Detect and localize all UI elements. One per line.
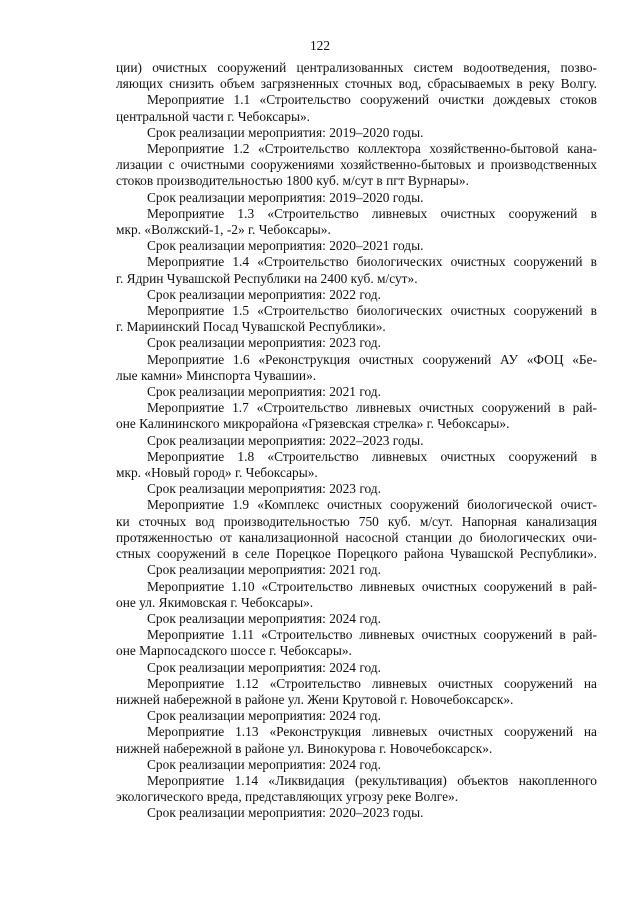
paragraph-first-line: Мероприятие 1.8 «Строительство ливневых очистных сооружений в xyxy=(147,448,597,464)
text-line: лые камни» Минспорта Чувашии». xyxy=(116,367,317,383)
paragraph-first-line: Мероприятие 1.2 «Строительство коллектора хозяйственно-бытовой кана- xyxy=(147,141,597,157)
text-line: оне ул. Якимовская г. Чебоксары». xyxy=(116,594,314,610)
paragraph-first-line: Срок реализации мероприятия: 2022–2023 годы. xyxy=(147,432,424,448)
paragraph-first-line: Срок реализации мероприятия: 2023 год. xyxy=(147,481,381,497)
paragraph-first-line: Срок реализации мероприятия: 2021 год. xyxy=(147,384,381,400)
text-line: оне Марпосадского шоссе г. Чебоксары». xyxy=(116,643,352,659)
page-number: 122 xyxy=(309,38,331,53)
paragraph-first-line: Срок реализации мероприятия: 2020–2021 годы. xyxy=(147,238,424,254)
paragraph-first-line: Мероприятие 1.3 «Строительство ливневых очистных сооружений в xyxy=(147,205,597,221)
paragraph-first-line: Мероприятие 1.5 «Строительство биологических очистных сооружений в xyxy=(147,303,597,319)
text-line: мкр. «Новый город» г. Чебоксары». xyxy=(116,465,318,481)
document-body xyxy=(116,60,597,822)
text-line: центральной части г. Чебоксары». xyxy=(116,108,310,124)
paragraph-first-line: Мероприятие 1.9 «Комплекс очистных сооружений биологической очист- xyxy=(147,497,597,513)
paragraph-first-line: Срок реализации мероприятия: 2023 год. xyxy=(147,335,381,351)
paragraph-first-line: Мероприятие 1.6 «Реконструкция очистных сооружений АУ «ФОЦ «Бе- xyxy=(147,351,597,367)
paragraph-first-line: Срок реализации мероприятия: 2024 год. xyxy=(147,756,381,772)
paragraph-first-line: Мероприятие 1.14 «Ликвидация (рекультивация) объектов накопленного xyxy=(147,772,597,788)
text-line: стных сооружений в селе Порецкое Порецкого района Чувашской Республики». xyxy=(116,546,597,562)
text-line: нижней набережной в районе ул. Жени Крутовой г. Новочебоксарск». xyxy=(116,691,514,707)
paragraph-first-line: Срок реализации мероприятия: 2024 год. xyxy=(147,659,381,675)
text-line: ки сточных вод производительностью 750 куб. м/сут. Напорная канализация xyxy=(116,513,597,529)
text-line: мкр. «Волжский-1, -2» г. Чебоксары». xyxy=(116,222,331,238)
text-line: г. Ядрин Чувашской Республики на 2400 куб. м/сут». xyxy=(116,270,418,286)
paragraph-first-line: Мероприятие 1.12 «Строительство ливневых очистных сооружений на xyxy=(147,675,597,691)
paragraph-first-line: Срок реализации мероприятия: 2024 год. xyxy=(147,610,381,626)
paragraph-first-line: Мероприятие 1.4 «Строительство биологических очистных сооружений в xyxy=(147,254,597,270)
text-line: ляющих снизить объем загрязненных сточных вод, сбрасываемых в реку Волгу. xyxy=(116,76,597,92)
text-line: нижней набережной в районе ул. Винокурова г. Новочебоксарск». xyxy=(116,740,493,756)
paragraph-first-line: Мероприятие 1.7 «Строительство ливневых очистных сооружений в рай- xyxy=(147,400,597,416)
text-line: ции) очистных сооружений централизованных систем водоотведения, позво- xyxy=(116,60,597,75)
paragraph-first-line: Мероприятие 1.10 «Строительство ливневых очистных сооружений в рай- xyxy=(147,578,597,594)
text-line: стоков производительностью 1800 куб. м/сут в пгт Вурнары». xyxy=(116,173,469,189)
paragraph-first-line: Срок реализации мероприятия: 2020–2023 годы. xyxy=(147,805,424,821)
paragraph-first-line: Мероприятие 1.11 «Строительство ливневых очистных сооружений в рай- xyxy=(147,627,597,643)
paragraph-first-line: Мероприятие 1.1 «Строительство сооружений очистки дождевых стоков xyxy=(147,92,597,108)
text-line: г. Мариинский Посад Чувашской Республики». xyxy=(116,319,386,335)
text-line: оне Калининского микрорайона «Грязевская стрелка» г. Чебоксары». xyxy=(116,416,510,432)
paragraph-first-line: Срок реализации мероприятия: 2021 год. xyxy=(147,562,381,578)
paragraph-first-line: Срок реализации мероприятия: 2019–2020 годы. xyxy=(147,124,424,140)
text-line: экологического вреда, представляющих угрозу реке Волге». xyxy=(116,789,459,805)
paragraph-first-line: Мероприятие 1.13 «Реконструкция ливневых очистных сооружений на xyxy=(147,724,597,740)
paragraph-first-line: Срок реализации мероприятия: 2022 год. xyxy=(147,286,381,302)
text-line: протяженностью от канализационной насосной станции до биологических очи- xyxy=(116,529,597,545)
text-line: лизации с очистными сооружениями хозяйственно-бытовых и производственных xyxy=(116,157,597,173)
paragraph-first-line: Срок реализации мероприятия: 2024 год. xyxy=(147,708,381,724)
paragraph-first-line: Срок реализации мероприятия: 2019–2020 годы. xyxy=(147,189,424,205)
